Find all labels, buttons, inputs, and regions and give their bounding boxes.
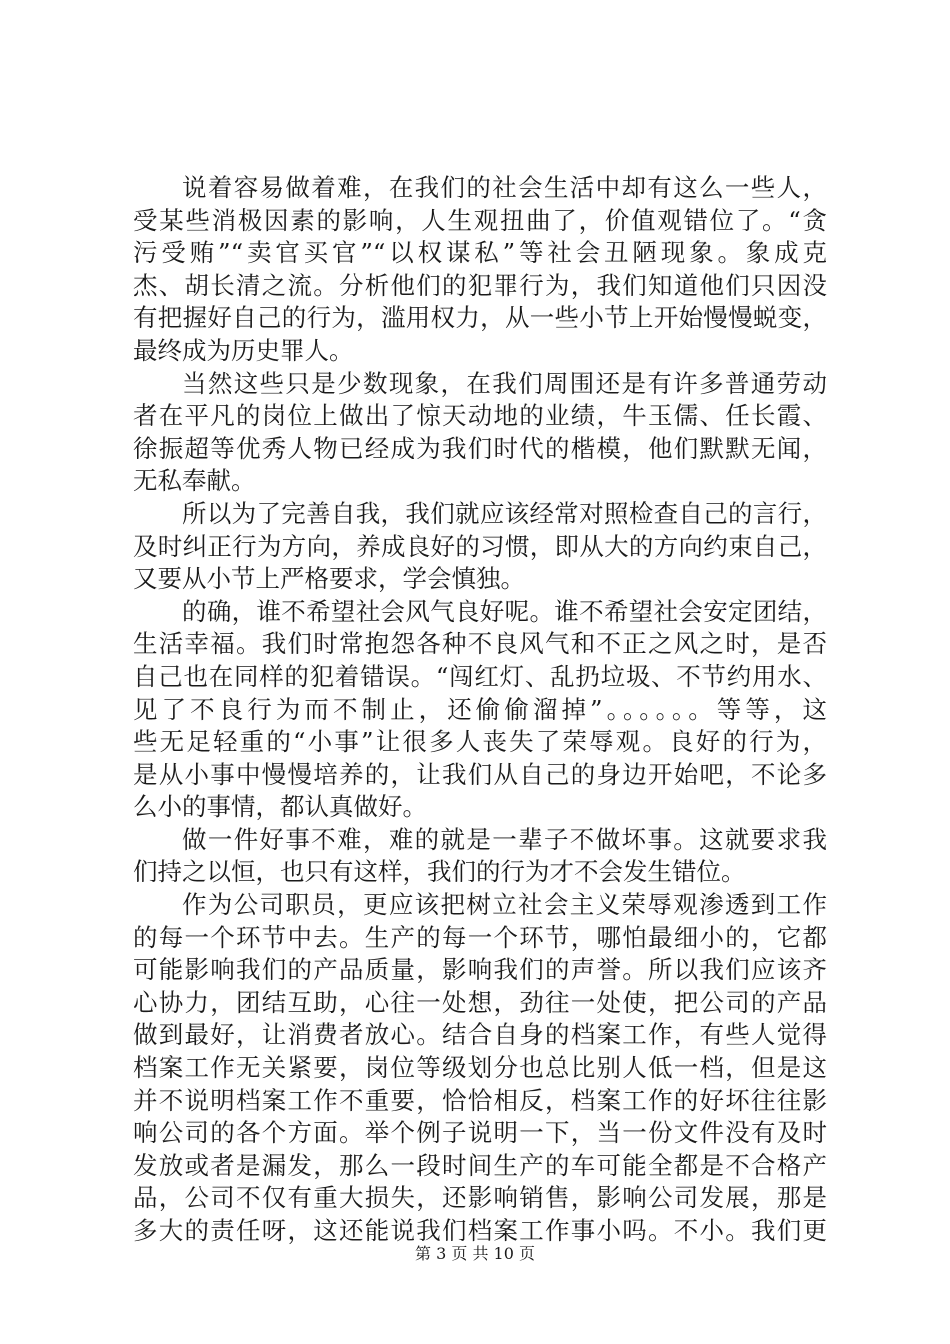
text-line: 做到最好，让消费者放心。结合自身的档案工作，有些人觉得 [133, 1020, 827, 1050]
text-line: 当然这些只是少数现象，在我们周围还是有许多普通劳动 [182, 368, 827, 398]
text-line: 最终成为历史罪人。 [133, 335, 354, 365]
text-line: 做一件好事不难，难的就是一辈子不做坏事。这就要求我 [182, 824, 827, 854]
text-line: 的每一个环节中去。生产的每一个环节，哪怕最细小的，它都 [133, 922, 827, 952]
text-line: 的确，谁不希望社会风气良好呢。谁不希望社会安定团结， [182, 596, 827, 626]
text-line: 么小的事情，都认真做好。 [133, 792, 427, 822]
text-line: 污受贿”“卖官买官”“以权谋私”等社会丑陋现象。象成克 [133, 238, 827, 268]
text-line: 有把握好自己的行为，滥用权力，从一些小节上开始慢慢蜕变， [133, 303, 827, 333]
text-line: 档案工作无关紧要，岗位等级划分也总比别人低一档，但是这 [133, 1053, 827, 1083]
text-line: 见了不良行为而不制止，还偷偷溜掉”。。。。。。等等，这 [133, 694, 827, 724]
page-footer: 第 3 页 共 10 页 [415, 1244, 535, 1263]
text-line: 些无足轻重的“小事”让很多人丧失了荣辱观。良好的行为， [133, 727, 827, 757]
text-line: 杰、胡长清之流。分析他们的犯罪行为，我们知道他们只因没 [133, 270, 827, 300]
text-line: 生活幸福。我们时常抱怨各种不良风气和不正之风之时，是否 [133, 629, 827, 659]
text-line: 响公司的各个方面。举个例子说明一下，当一份文件没有及时 [133, 1118, 827, 1148]
text-line: 无私奉献。 [133, 466, 256, 496]
text-line: 作为公司职员，更应该把树立社会主义荣辱观渗透到工作 [182, 890, 827, 920]
text-line: 并不说明档案工作不重要，恰恰相反，档案工作的好坏往往影 [133, 1085, 827, 1115]
body-text [133, 172, 827, 1248]
text-line: 可能影响我们的产品质量，影响我们的声誉。所以我们应该齐 [133, 955, 827, 985]
text-line: 心协力，团结互助，心往一处想，劲往一处使，把公司的产品 [133, 987, 827, 1017]
text-line: 多大的责任呀，这还能说我们档案工作事小吗。不小。我们更 [133, 1216, 827, 1245]
text-line: 品，公司不仅有重大损失，还影响销售，影响公司发展，那是 [133, 1183, 827, 1213]
text-line: 者在平凡的岗位上做出了惊天动地的业绩，牛玉儒、任长霞、 [133, 401, 827, 431]
text-line: 们持之以恒，也只有这样，我们的行为才不会发生错位。 [133, 857, 746, 887]
text-line: 发放或者是漏发，那么一段时间生产的车可能全都是不合格产 [133, 1150, 827, 1180]
text-line: 及时纠正行为方向，养成良好的习惯，即从大的方向约束自己， [133, 531, 827, 561]
text-line: 徐振超等优秀人物已经成为我们时代的楷模，他们默默无闻， [133, 433, 827, 463]
text-line: 又要从小节上严格要求，学会慎独。 [133, 564, 525, 594]
text-line: 说着容易做着难，在我们的社会生活中却有这么一些人， [182, 173, 827, 202]
text-line: 是从小事中慢慢培养的，让我们从自己的身边开始吧，不论多 [133, 759, 827, 789]
text-line: 所以为了完善自我，我们就应该经常对照检查自己的言行， [182, 498, 827, 528]
text-line: 受某些消极因素的影响，人生观扭曲了，价值观错位了。“贪 [133, 205, 827, 235]
text-line: 自己也在同样的犯着错误。“闯红灯、乱扔垃圾、不节约用水、 [133, 661, 827, 691]
